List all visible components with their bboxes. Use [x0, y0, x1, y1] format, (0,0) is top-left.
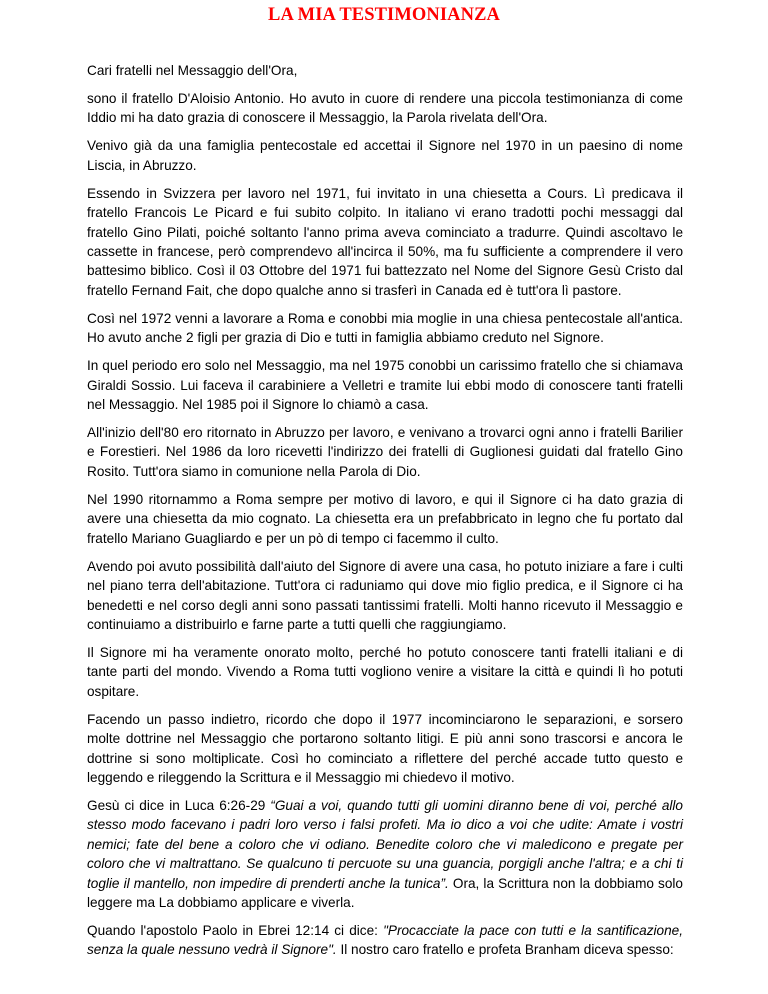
paragraph: sono il fratello D'Aloisio Antonio. Ho avuto in cuore di rendere una piccola testimonianza di come Iddio mi ha dato grazia di conoscere il Messaggio, la Parola rivelata dell'Ora.	[87, 91, 683, 126]
page-title: LA MIA TESTIMONIANZA	[268, 5, 500, 25]
paragraph-text: Il nostro caro fratello e profeta Branham diceva spesso:	[336, 942, 674, 958]
paragraph: Facendo un passo indietro, ricordo che dopo il 1977 incominciarono le separazioni, e sorsero molte dottrine nel Messaggio che portarono soltanto litigi. E più anni sono trascorsi e ancora le dottrine si sono moltiplicate. Così ho cominciato a riflettere del perché accade tutto questo e leggendo e rileggendo la Scrittura e il Messaggio mi chiedevo il motivo.	[87, 711, 683, 785]
document-body	[87, 61, 683, 968]
paragraph: Nel 1990 ritornammo a Roma sempre per motivo di lavoro, e qui il Signore ci ha dato grazia di avere una chiesetta da mio cognato. La chiesetta era un prefabbricato in legno che fu portato dal fratello Mariano Guagliardo e per un pò di tempo ci facemmo il culto.	[87, 491, 683, 546]
paragraph: All'inizio dell'80 ero ritornato in Abruzzo per lavoro, e venivano a trovarci ogni anno i fratelli Barilier e Forestieri. Nel 1986 da loro ricevetti l'indirizzo dei fratelli di Guglionesi guidati dal fratello Gino Rosito. Tutt'ora siamo in comunione nella Parola di Dio.	[87, 425, 683, 479]
paragraph: Così nel 1972 venni a lavorare a Roma e conobbi mia moglie in una chiesa pentecostale all'antica. Ho avuto anche 2 figli per grazia di Dio e tutti in famiglia abbiamo creduto nel Signore.	[87, 310, 683, 346]
paragraph-with-quote	[87, 796, 683, 912]
paragraph-text: Gesù ci dice in Luca 6:26-29	[87, 797, 271, 813]
scripture-quote: "Procacciate la pace con tutti e la santificazione, senza la quale nessuno vedrà il Signore".	[87, 922, 683, 958]
greeting: Cari fratelli nel Messaggio dell'Ora,	[87, 63, 298, 78]
paragraph: Il Signore mi ha veramente onorato molto, perché ho potuto conoscere tanti fratelli italiani e di tante parti del mondo. Vivendo a Roma tutti vogliono venire a visitare la città e quindi lì ho potuti ospitare.	[87, 644, 683, 699]
paragraph-text: Quando l'apostolo Paolo in Ebrei 12:14 ci dice:	[87, 922, 384, 938]
paragraph: Avendo poi avuto possibilità dall'aiuto del Signore di avere una casa, ho potuto iniziare a fare i culti nel piano terra dell'abitazione. Tutt'ora ci raduniamo qui dove mio figlio predica, e il Signore ci ha benedetti e nel corso degli anni sono passati tantissimi fratelli. Molti hanno ricevuto il Messaggio e continuiamo a distribuirlo e farne parte a tutti quelli che raggiungiamo.	[87, 558, 683, 632]
paragraph: In quel periodo ero solo nel Messaggio, ma nel 1975 conobbi un carissimo fratello che si chiamava Giraldi Sossio. Lui faceva il carabiniere a Velletri e tramite lui ebbi modo di conoscere tanti fratelli nel Messaggio. Nel 1985 poi il Signore lo chiamò a casa.	[87, 358, 683, 413]
paragraph-text: Ora, la Scrittura non la dobbiamo solo leggere ma La dobbiamo applicare e viverla.	[87, 875, 683, 910]
paragraph: Venivo già da una famiglia pentecostale ed accettai il Signore nel 1970 in un paesino di nome Liscia, in Abruzzo.	[87, 138, 683, 173]
paragraph-with-quote	[87, 921, 683, 960]
scripture-quote: “Guai a voi, quando tutti gli uomini diranno bene di voi, perché allo stesso modo facevano i padri loro verso i falsi profeti. Ma io dico a voi che udite: Amate i vostri nemici; fate del bene a coloro che vi odiano. Benedite coloro che vi maledicono e pregate per coloro che vi maltrattano. Se qualcuno ti percuote su una guancia, porgigli anche l'altra; e a chi ti toglie il mantello, non impedire di prenderti anche la tunica”.	[87, 797, 683, 891]
paragraph: Essendo in Svizzera per lavoro nel 1971, fui invitato in una chiesetta a Cours. Lì predicava il fratello Francois Le Picard e fui subito colpito. In italiano vi erano tradotti pochi messaggi dal fratello Gino Pilati, poiché soltanto l'anno prima aveva cominciato a tradurre. Quindi ascoltavo le cassette in francese, però comprendevo all'incirca il 50%, ma fu sufficiente a comprendere il vero battesimo biblico. Così il 03 Ottobre del 1971 fui battezzato nel Nome del Signore Gesù Cristo dal fratello Fernand Fait, che dopo qualche anno si trasferì in Canada ed è tutt'ora lì pastore.	[87, 185, 683, 298]
